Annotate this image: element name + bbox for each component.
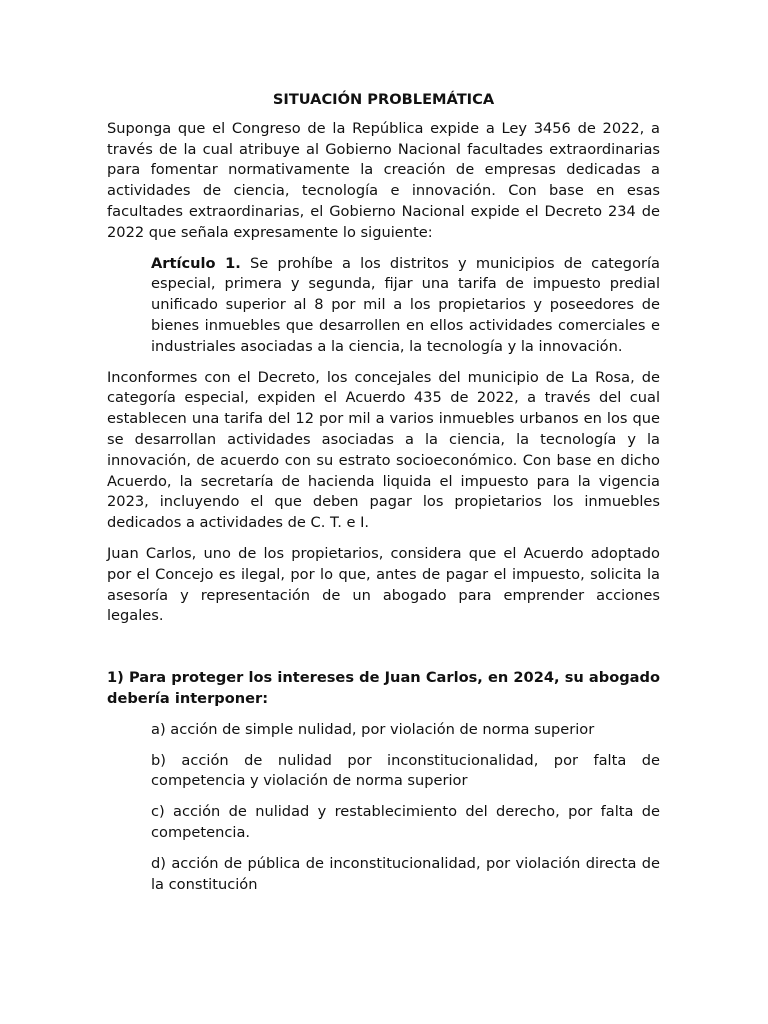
- intro-paragraph: Suponga que el Congreso de la República expide a Ley 3456 de 2022, a través de la cual atribuye al Gobierno Nacional facultades extraordinarias para fomentar normativamente la creación de empresas dedicadas a actividades de ciencia, tecnología e innovación. Con base en esas facultades extraordinarias, el Gobierno Nacional expide el Decreto 234 de 2022 que señala expresamente lo siguiente:: [107, 119, 660, 241]
- document-title: SITUACIÓN PROBLEMÁTICA: [272, 91, 495, 108]
- article-quote: [151, 254, 660, 358]
- option-b: b) acción de nulidad por inconstitucionalidad, por falta de competencia y violación de norma superior: [151, 751, 660, 790]
- option-c: c) acción de nulidad y restablecimiento del derecho, por falta de competencia.: [151, 803, 660, 841]
- option-d: d) acción de pública de inconstitucionalidad, por violación directa de la constitución: [151, 854, 660, 893]
- option-a: a) acción de simple nulidad, por violación de norma superior: [151, 720, 595, 738]
- article-text: Se prohíbe a los distritos y municipios de categoría especial, primera y segunda, fijar una tarifa de impuesto predial unificado superior al 8 por mil a los propietarios y poseedores de bienes inmuebles que desarrollen en ellos actividades comerciales e industriales asociadas a la ciencia, la tecnología y la innovación.: [151, 254, 660, 355]
- second-paragraph: Inconformes con el Decreto, los concejales del municipio de La Rosa, de categoría especial, expiden el Acuerdo 435 de 2022, a través del cual establecen una tarifa del 12 por mil a varios inmuebles urbanos en los que se desarrollan actividades asociadas a la ciencia, la tecnología y la innovación, de acuerdo con su estrato socioeconómico. Con base en dicho Acuerdo, la secretaría de hacienda liquida el impuesto para la vigencia 2023, incluyendo el que deben pagar los propietarios los inmuebles dedicados a actividades de C. T. e I.: [107, 368, 660, 532]
- document-page: [107, 90, 660, 905]
- article-label: Artículo 1.: [151, 254, 241, 272]
- third-paragraph: Juan Carlos, uno de los propietarios, considera que el Acuerdo adoptado por el Concejo es ilegal, por lo que, antes de pagar el impuesto, solicita la asesoría y representación de un abogado para emprender acciones legales.: [107, 544, 660, 625]
- section-spacer: [107, 637, 660, 668]
- question-1: 1) Para proteger los intereses de Juan Carlos, en 2024, su abogado debería interponer:: [107, 669, 660, 707]
